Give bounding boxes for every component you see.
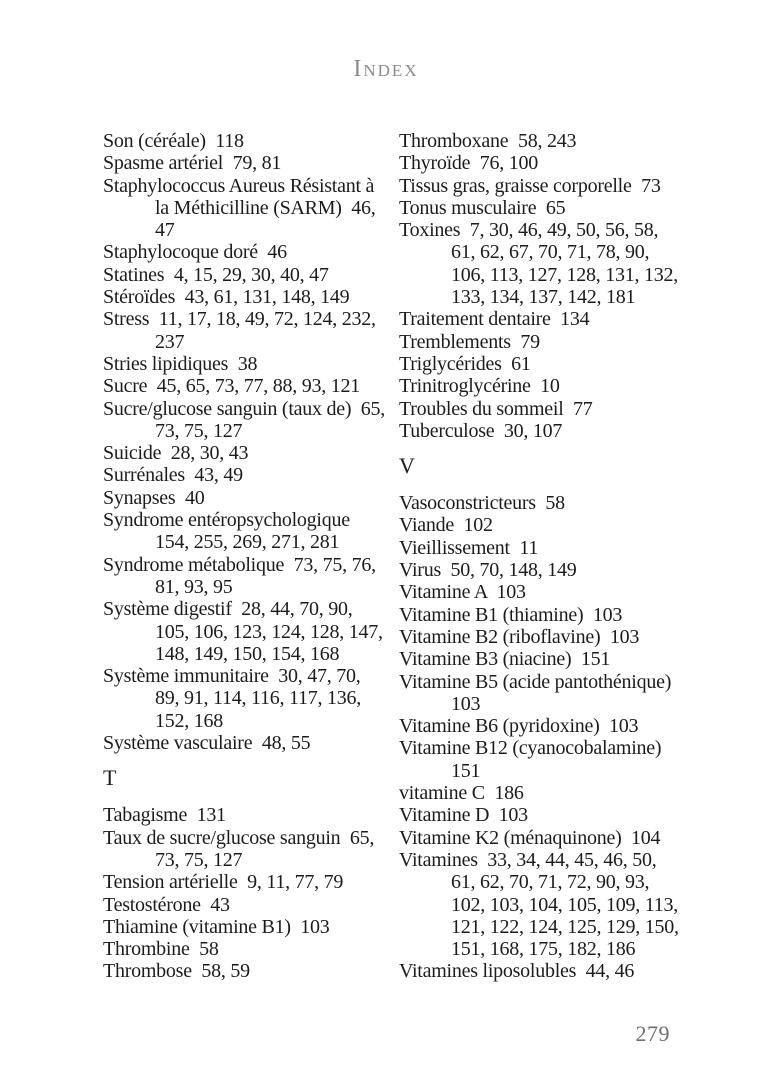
index-column-right xyxy=(399,130,699,983)
entry-term-line: Testostérone 43 xyxy=(103,893,230,916)
index-entry xyxy=(399,514,699,536)
index-entry xyxy=(399,604,699,626)
index-column-left xyxy=(103,130,397,983)
entry-term-line: Vitamine B6 (pyridoxine) 103 xyxy=(399,715,639,738)
entry-term-line: Staphylocoque doré 46 xyxy=(103,241,287,264)
entry-term-line: Vieillissement 11 xyxy=(399,536,539,559)
index-entry xyxy=(103,442,397,464)
index-entry xyxy=(103,827,397,872)
index-entry xyxy=(103,894,397,916)
entry-continuation-line: 148, 149, 150, 154, 168 xyxy=(155,642,340,665)
index-entry xyxy=(103,871,397,893)
entry-term-line: Vitamines 33, 34, 44, 45, 46, 50, xyxy=(399,848,657,871)
index-entry xyxy=(399,331,699,353)
index-entry xyxy=(399,737,699,782)
entry-term-line: Spasme artériel 79, 81 xyxy=(103,152,282,175)
entry-term-line: Vitamines liposolubles 44, 46 xyxy=(399,960,635,983)
index-entry xyxy=(399,420,699,442)
index-entry xyxy=(103,286,397,308)
entry-term-line: Vitamine A 103 xyxy=(399,581,526,604)
entry-continuation-line: 152, 168 xyxy=(155,709,223,732)
entry-term-line: Staphylococcus Aureus Résistant à xyxy=(103,174,375,197)
entry-term-line: Virus 50, 70, 148, 149 xyxy=(399,559,577,582)
entry-term-line: Thrombine 58 xyxy=(103,938,219,961)
entry-term-line: Tonus musculaire 65 xyxy=(399,196,566,219)
entry-term-line: Syndrome entéropsychologique xyxy=(103,509,350,532)
index-entry xyxy=(399,960,699,982)
index-entry xyxy=(103,264,397,286)
page-title: Index xyxy=(353,56,419,82)
index-entry xyxy=(399,827,699,849)
index-entry xyxy=(399,353,699,375)
index-entry xyxy=(103,308,397,353)
entry-term-line: Vasoconstricteurs 58 xyxy=(399,492,565,515)
entry-term-line: Vitamine B1 (thiamine) 103 xyxy=(399,603,623,626)
entry-continuation-line: 121, 122, 124, 125, 129, 150, xyxy=(451,915,679,938)
entry-continuation-line: 154, 255, 269, 271, 281 xyxy=(155,531,340,554)
entry-continuation-line: 103 xyxy=(451,692,481,715)
index-entry xyxy=(103,353,397,375)
entry-term-line: Thromboxane 58, 243 xyxy=(399,130,577,152)
entry-term-line: Vitamine D 103 xyxy=(399,804,528,827)
index-entry xyxy=(103,175,397,242)
index-entry xyxy=(399,849,699,960)
index-entry xyxy=(103,554,397,599)
entry-continuation-line: 61, 62, 67, 70, 71, 78, 90, xyxy=(451,241,650,264)
entry-term-line: Stries lipidiques 38 xyxy=(103,352,258,375)
entry-continuation-line: 47 xyxy=(155,219,175,242)
index-entry xyxy=(103,398,397,443)
entry-term-line: Système digestif 28, 44, 70, 90, xyxy=(103,598,353,621)
entry-term-line: Tissus gras, graisse corporelle 73 xyxy=(399,174,661,197)
entry-term-line: Trinitroglycérine 10 xyxy=(399,375,560,398)
index-entry xyxy=(399,559,699,581)
index-entry xyxy=(399,626,699,648)
entry-continuation-line: 73, 75, 127 xyxy=(155,848,243,871)
entry-term-line: Troubles du sommeil 77 xyxy=(399,397,593,420)
index-entry xyxy=(103,916,397,938)
entry-term-line: Vitamine B12 (cyanocobalamine) xyxy=(399,737,662,760)
entry-term-line: Suicide 28, 30, 43 xyxy=(103,442,249,465)
entry-continuation-line: 61, 62, 70, 71, 72, 90, 93, xyxy=(451,871,650,894)
index-entry xyxy=(399,804,699,826)
entry-continuation-line: 81, 93, 95 xyxy=(155,575,233,598)
entry-term-line: Synapses 40 xyxy=(103,486,205,509)
index-entry xyxy=(399,581,699,603)
entry-continuation-line: 89, 91, 114, 116, 117, 136, xyxy=(155,687,362,710)
index-entry xyxy=(399,308,699,330)
index-entry xyxy=(103,509,397,554)
entry-continuation-line: 106, 113, 127, 128, 131, 132, xyxy=(451,263,679,286)
entry-term-line: Sucre 45, 65, 73, 77, 88, 93, 121 xyxy=(103,375,361,398)
index-entry xyxy=(399,492,699,514)
entry-term-line: Stéroïdes 43, 61, 131, 148, 149 xyxy=(103,286,350,309)
index-entry xyxy=(103,375,397,397)
entry-term-line: Surrénales 43, 49 xyxy=(103,464,243,487)
entry-term-line: Tension artérielle 9, 11, 77, 79 xyxy=(103,871,344,894)
index-entry xyxy=(103,960,397,982)
entry-term-line: Stress 11, 17, 18, 49, 72, 124, 232, xyxy=(103,308,376,331)
entry-term-line: Système immunitaire 30, 47, 70, xyxy=(103,665,361,688)
entry-term-line: Thiamine (vitamine B1) 103 xyxy=(103,915,330,938)
index-entry xyxy=(399,782,699,804)
index-entry xyxy=(103,732,397,754)
entry-continuation-line: 151, 168, 175, 182, 186 xyxy=(451,938,636,961)
section-letter-t: T xyxy=(103,765,117,791)
index-entry xyxy=(399,537,699,559)
index-entry xyxy=(399,152,699,174)
index-entry xyxy=(399,175,699,197)
entry-continuation-line: 105, 106, 123, 124, 128, 147, xyxy=(155,620,383,643)
index-entry xyxy=(399,197,699,219)
index-entry xyxy=(103,665,397,732)
entry-term-line: Triglycérides 61 xyxy=(399,352,531,375)
index-entry xyxy=(103,464,397,486)
index-entry xyxy=(399,398,699,420)
entry-term-line: Tremblements 79 xyxy=(399,330,540,353)
entry-term-line: Syndrome métabolique 73, 75, 76, xyxy=(103,553,376,576)
entry-continuation-line: 151 xyxy=(451,759,481,782)
index-entry xyxy=(399,219,699,308)
section-letter-v: V xyxy=(399,453,415,479)
entry-term-line: Vitamine K2 (ménaquinone) 104 xyxy=(399,826,661,849)
entry-term-line: Traitement dentaire 134 xyxy=(399,308,590,331)
index-entry xyxy=(399,375,699,397)
index-entry xyxy=(103,130,397,152)
index-entry xyxy=(103,241,397,263)
entry-term-line: Vitamine B2 (riboflavine) 103 xyxy=(399,625,640,648)
index-entry xyxy=(399,715,699,737)
entry-term-line: Viande 102 xyxy=(399,514,493,537)
entry-continuation-line: 102, 103, 104, 105, 109, 113, xyxy=(451,893,679,916)
index-entry xyxy=(103,938,397,960)
entry-term-line: Tuberculose 30, 107 xyxy=(399,419,563,442)
entry-continuation-line: 237 xyxy=(155,330,185,353)
entry-term-line: Statines 4, 15, 29, 30, 40, 47 xyxy=(103,263,329,286)
index-entry xyxy=(103,487,397,509)
entry-term-line: Thrombose 58, 59 xyxy=(103,960,250,983)
index-entry xyxy=(399,130,699,152)
entry-term-line: Tabagisme 131 xyxy=(103,804,226,827)
entry-term-line: Sucre/glucose sanguin (taux de) 65, xyxy=(103,397,386,420)
index-entry xyxy=(399,648,699,670)
entry-term-line: Toxines 7, 30, 46, 49, 50, 56, 58, xyxy=(399,219,659,242)
index-entry xyxy=(103,152,397,174)
index-entry xyxy=(103,804,397,826)
index-entry xyxy=(103,598,397,665)
entry-term-line: Vitamine B5 (acide pantothénique) xyxy=(399,670,672,693)
entry-term-line: Taux de sucre/glucose sanguin 65, xyxy=(103,826,375,849)
entry-continuation-line: 133, 134, 137, 142, 181 xyxy=(451,286,636,309)
entry-term-line: Son (céréale) 118 xyxy=(103,130,244,152)
entry-continuation-line: 73, 75, 127 xyxy=(155,419,243,442)
index-entry xyxy=(399,671,699,716)
entry-term-line: vitamine C 186 xyxy=(399,782,524,805)
entry-term-line: Vitamine B3 (niacine) 151 xyxy=(399,648,611,671)
page-number: 279 xyxy=(635,1021,670,1046)
entry-term-line: Thyroïde 76, 100 xyxy=(399,152,539,175)
entry-continuation-line: la Méthicilline (SARM) 46, xyxy=(155,196,376,219)
entry-term-line: Système vasculaire 48, 55 xyxy=(103,732,311,755)
